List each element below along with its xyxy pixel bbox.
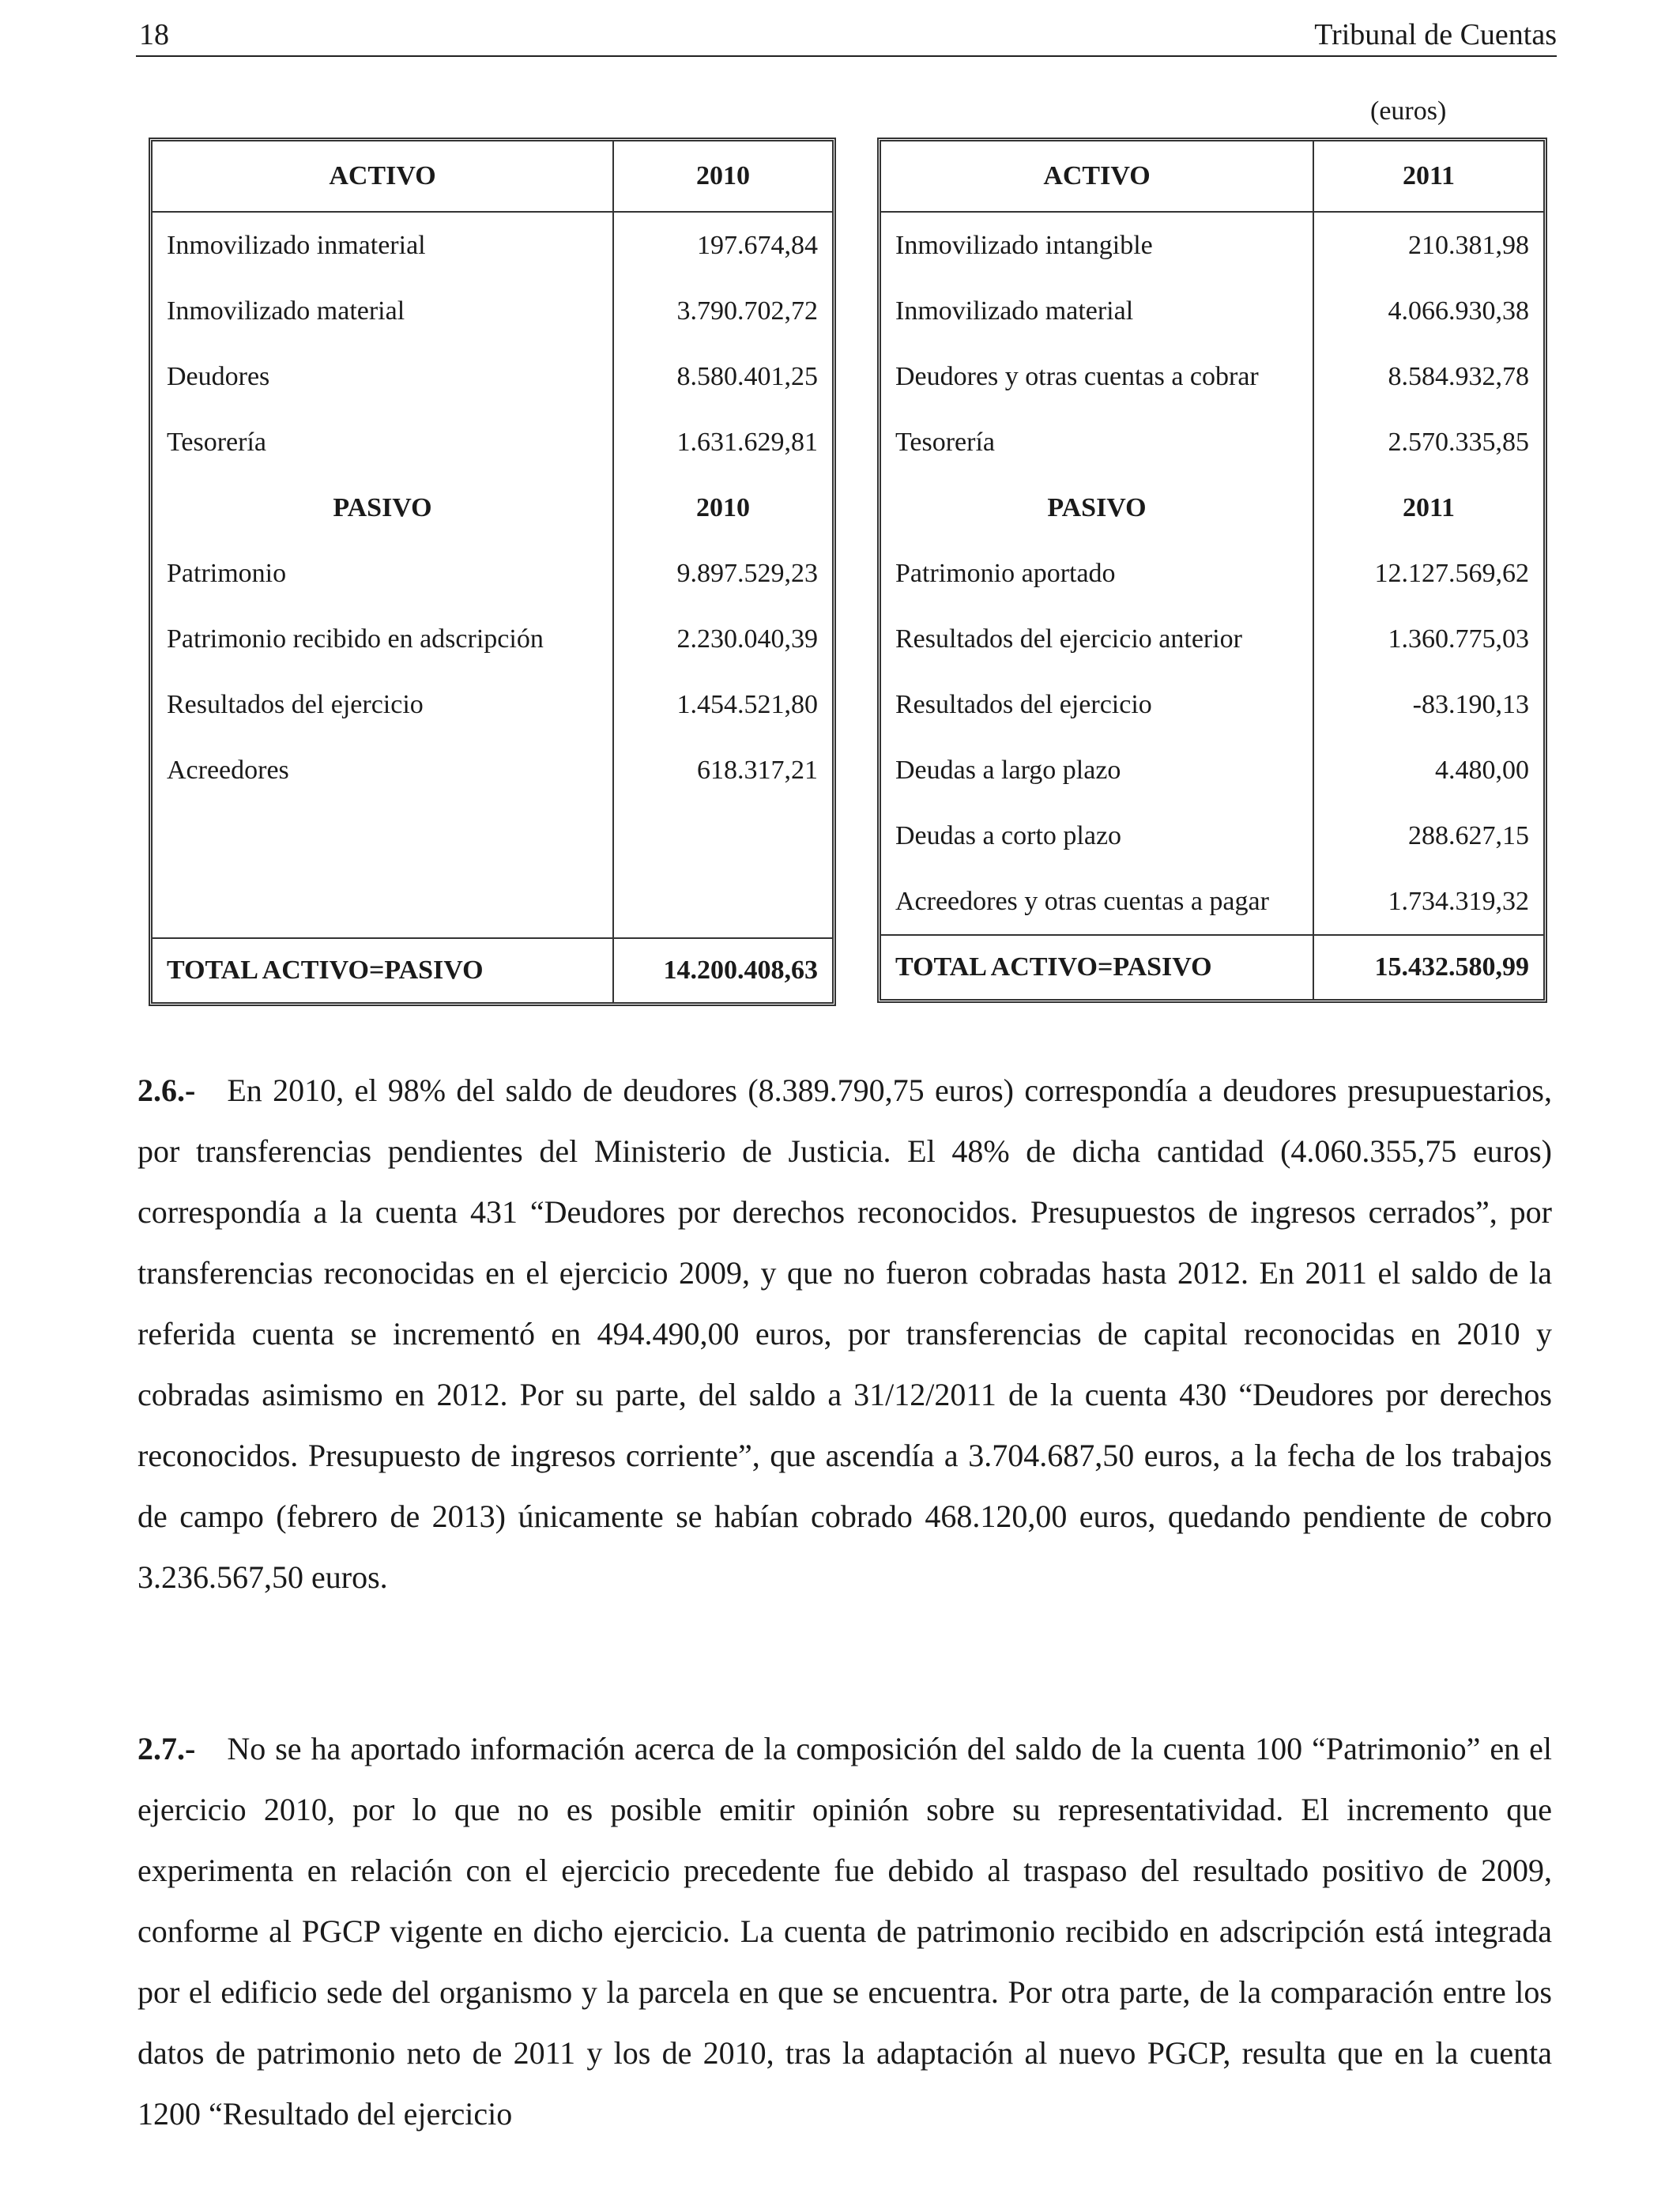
table-row [881,409,1543,475]
row-value: 197.674,84 [697,230,818,260]
table-row [881,541,1543,606]
table-row [153,409,832,475]
row-label: Patrimonio recibido en adscripción [153,606,614,672]
row-label: Patrimonio [153,541,614,606]
total-row [153,937,832,1002]
table-row [153,344,832,409]
page-header [136,11,1557,57]
row-label: Deudores y otras cuentas a cobrar [881,344,1314,409]
table-row [153,541,832,606]
table-row [881,344,1543,409]
row-value: 1.454.521,80 [676,689,818,719]
table-row [881,606,1543,672]
paragraph-text: En 2010, el 98% del saldo de deudores (8.389.790,75 euros) correspondía a deudores presupuestarios, por transferencias pendientes del Ministerio de Justicia. El 48% de dicha cantidad (4.060.355,75 euros) correspondía a la cuenta 431 “Deudores por derechos reconocidos. Presupuestos de ingresos cerrados”, por transferencias reconocidas en el ejercicio 2009, y que no fueron cobradas hasta 2012. En 2011 el saldo de la referida cuenta se incrementó en 494.490,00 euros, por transferencias de capital reconocidas en 2010 y cobradas asimismo en 2012. Por su parte, del saldo a 31/12/2011 de la cuenta 430 “Deudores por derechos reconocidos. Presupuesto de ingresos corriente”, que ascendía a 3.704.687,50 euros, a la fecha de los trabajos de campo (febrero de 2013) únicamente se habían cobrado 468.120,00 euros, quedando pendiente de cobro 3.236.567,50 euros. [137,1072,1552,1595]
row-value: 8.580.401,25 [676,361,818,391]
table-row [881,803,1543,869]
table-row [153,737,832,803]
row-label: Deudas a corto plazo [881,803,1314,869]
table-header-row [153,141,832,213]
paragraph-number: 2.7.- [137,1731,196,1766]
row-label: Tesorería [153,409,614,475]
row-value: -83.190,13 [1412,689,1529,719]
total-value: 15.432.580,99 [1314,934,1543,999]
empty-row [153,803,832,937]
activo-header: ACTIVO [881,141,1314,213]
row-label: Inmovilizado intangible [881,213,1314,278]
table-header-row [881,141,1543,213]
row-value: 210.381,98 [1408,230,1529,260]
pasivo-header: PASIVO [153,475,614,541]
table-row [881,672,1543,737]
table-row [881,278,1543,344]
total-label: TOTAL ACTIVO=PASIVO [153,937,614,1002]
paragraph-text: No se ha aportado información acerca de la composición del saldo de la cuenta 100 “Patrimonio” en el ejercicio 2010, por lo que no es posible emitir opinión sobre su representatividad. El incremento que experimenta en relación con el ejercicio precedente fue debido al traspaso del resultado positivo de 2009, conforme al PGCP vigente en dicho ejercicio. La cuenta de patrimonio recibido en adscripción está integrada por el edificio sede del organismo y la parcela en que se encuentra. Por otra parte, de la comparación entre los datos de patrimonio neto de 2011 y los de 2010, tras la adaptación al nuevo PGCP, resulta que en la cuenta 1200 “Resultado del ejercicio [137,1731,1552,2132]
row-label: Patrimonio aportado [881,541,1314,606]
paragraph-number: 2.6.- [137,1072,196,1108]
balance-table-2010 [149,138,836,1006]
total-value: 14.200.408,63 [614,937,832,1002]
row-value: 1.631.629,81 [676,427,818,457]
empty-cell [153,803,614,937]
year-header: 2010 [614,141,832,213]
pasivo-header: PASIVO [881,475,1314,541]
row-label: Inmovilizado material [153,278,614,344]
total-row [881,934,1543,999]
table-row [881,213,1543,278]
table-row [881,737,1543,803]
page-number: 18 [139,18,169,51]
balance-table-2011 [877,138,1547,1003]
row-value: 2.230.040,39 [676,624,818,654]
row-value: 1.734.319,32 [1388,886,1529,916]
table-row [881,869,1543,934]
row-label: Deudores [153,344,614,409]
row-label: Resultados del ejercicio anterior [881,606,1314,672]
row-label: Acreedores y otras cuentas a pagar [881,869,1314,934]
empty-cell [614,803,832,937]
row-value: 9.897.529,23 [676,558,818,588]
total-label: TOTAL ACTIVO=PASIVO [881,934,1314,999]
row-value: 8.584.932,78 [1388,361,1529,391]
units-label: (euros) [1370,96,1447,126]
paragraph-2-6 [137,1060,1552,1608]
row-value: 3.790.702,72 [676,296,818,326]
paragraph-2-7 [137,1718,1552,2144]
table-row [153,213,832,278]
row-label: Acreedores [153,737,614,803]
row-value: 12.127.569,62 [1374,558,1529,588]
row-value: 288.627,15 [1408,820,1529,850]
row-label: Inmovilizado inmaterial [153,213,614,278]
activo-header: ACTIVO [153,141,614,213]
pasivo-subheader-row [153,475,832,541]
row-label: Deudas a largo plazo [881,737,1314,803]
pasivo-year: 2011 [1402,492,1456,522]
row-label: Inmovilizado material [881,278,1314,344]
row-label: Resultados del ejercicio [153,672,614,737]
table-row [153,606,832,672]
table-row [153,278,832,344]
table-row [153,672,832,737]
row-value: 4.066.930,38 [1388,296,1529,326]
pasivo-subheader-row [881,475,1543,541]
row-value: 2.570.335,85 [1388,427,1529,457]
row-value: 1.360.775,03 [1388,624,1529,654]
row-value: 618.317,21 [697,755,818,785]
row-label: Tesorería [881,409,1314,475]
running-title: Tribunal de Cuentas [1314,18,1557,51]
year-header: 2011 [1314,141,1543,213]
row-label: Resultados del ejercicio [881,672,1314,737]
pasivo-year: 2010 [696,492,750,522]
row-value: 4.480,00 [1435,755,1529,785]
